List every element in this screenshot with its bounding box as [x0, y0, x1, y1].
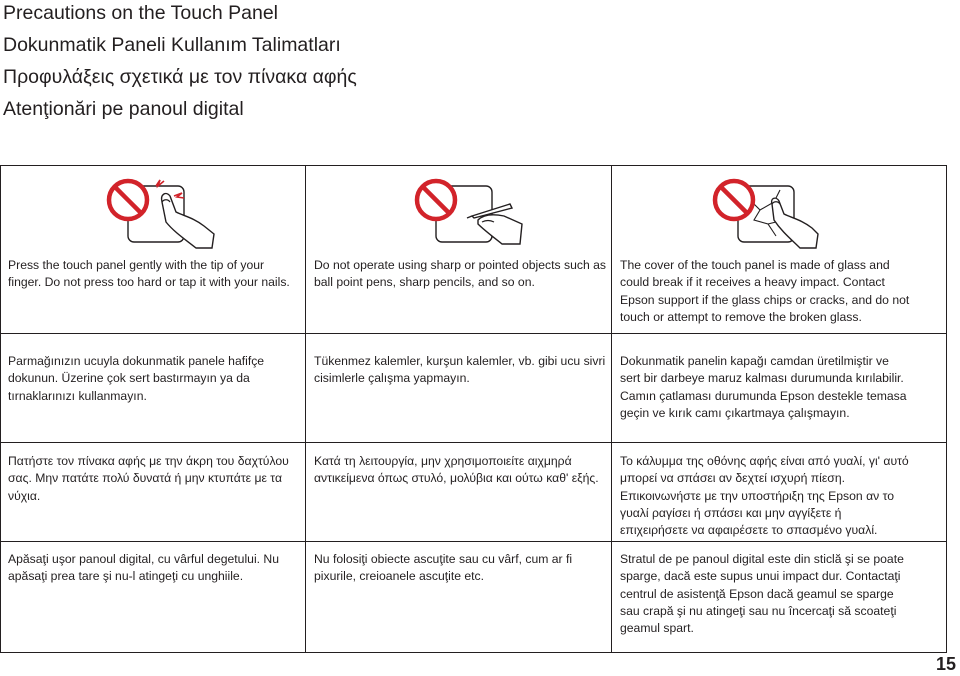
title-english: Precautions on the Touch Panel [3, 2, 278, 24]
no-sharp-object-icon [412, 174, 524, 250]
title-turkish: Dokunmatik Paneli Kullanım Talimatları [3, 34, 341, 56]
row-divider-1 [0, 333, 947, 334]
ro-cell-1: Apăsaţi uşor panoul digital, cu vârful degetului. Nu apăsaţi prea tare şi nu-l atingeţi cu unghiile. [8, 552, 279, 584]
el-cell-1: Πατήστε τον πίνακα αφής με την άκρη του δαχτύλου σας. Μην πατάτε πολύ δυνατά ή μην κτυπάτε με τα νύχια. [8, 454, 289, 503]
ro-cell-2: Nu folosiţi obiecte ascuţite sau cu vârf, cum ar fi pixurile, creioanele ascuţite etc. [314, 552, 573, 584]
tr-cell-1: Parmağınızın ucuyla dokunmatik panele hafifçe dokunun. Üzerine çok sert bastırmayın ya da tırnaklarınızı kullanmayın. [8, 354, 265, 403]
title-greek: Προφυλάξεις σχετικά με τον πίνακα αφής [3, 66, 357, 88]
en-cell-3: The cover of the touch panel is made of glass and could break if it receives a heavy impact. Contact Epson support if the glass chips or cracks, and do not touch or attempt to remove the broken glass. [620, 258, 910, 324]
en-cell-1: Press the touch panel gently with the tip of your finger. Do not press too hard or tap it with your nails. [8, 258, 290, 290]
title-block [3, 0, 357, 125]
table-border-right [946, 166, 947, 652]
no-broken-glass-icon [708, 174, 820, 250]
column-divider-1 [305, 166, 306, 652]
tr-cell-2: Tükenmez kalemler, kurşun kalemler, vb. gibi ucu sivri cisimlerle çalışma yapmayın. [314, 354, 606, 386]
ro-cell-3: Stratul de pe panoul digital este din sticlă şi se poate sparge, dacă este supus unui impact dur. Contactaţi centrul de asistenţă Epson dacă geamul se sparge sau crapă şi nu atingeţi sau nu încercaţi să scoateţi geamul spart. [620, 552, 904, 636]
tr-cell-3: Dokunmatik panelin kapağı camdan üretilmiştir ve sert bir darbeye maruz kalması durumunda kırılabilir. Camın çatlaması durumunda Epson destekle temasa geçin ve kırık camı çıkartmaya çalışmayın. [620, 354, 907, 420]
el-cell-2: Κατά τη λειτουργία, μην χρησιμοποιείτε αιχμηρά αντικείμενα όπως στυλό, μολύβια και ούτω καθ' εξής. [314, 454, 599, 486]
title-romanian: Atenţionări pe panoul digital [3, 98, 244, 120]
el-cell-3: Το κάλυμμα της οθόνης αφής είναι από γυαλί, γι' αυτό μπορεί να σπάσει αν δεχτεί ισχυρή πίεση. Επικοινωνήστε με την υποστήριξη της Epson αν το γυαλί ραγίσει ή σπάσει και μην αγγίξετε ή επιχειρήσετε να αφαιρέσετε το σπασμένο γυαλί. [620, 454, 909, 538]
no-nail-press-icon [104, 174, 216, 250]
column-divider-2 [611, 166, 612, 652]
en-cell-2: Do not operate using sharp or pointed objects such as ball point pens, sharp pencils, and so on. [314, 258, 607, 290]
table-border-left [0, 166, 1, 652]
row-divider-2 [0, 442, 947, 443]
row-divider-3 [0, 541, 947, 542]
page-number: 15 [935, 654, 956, 674]
precautions-table [0, 165, 947, 653]
